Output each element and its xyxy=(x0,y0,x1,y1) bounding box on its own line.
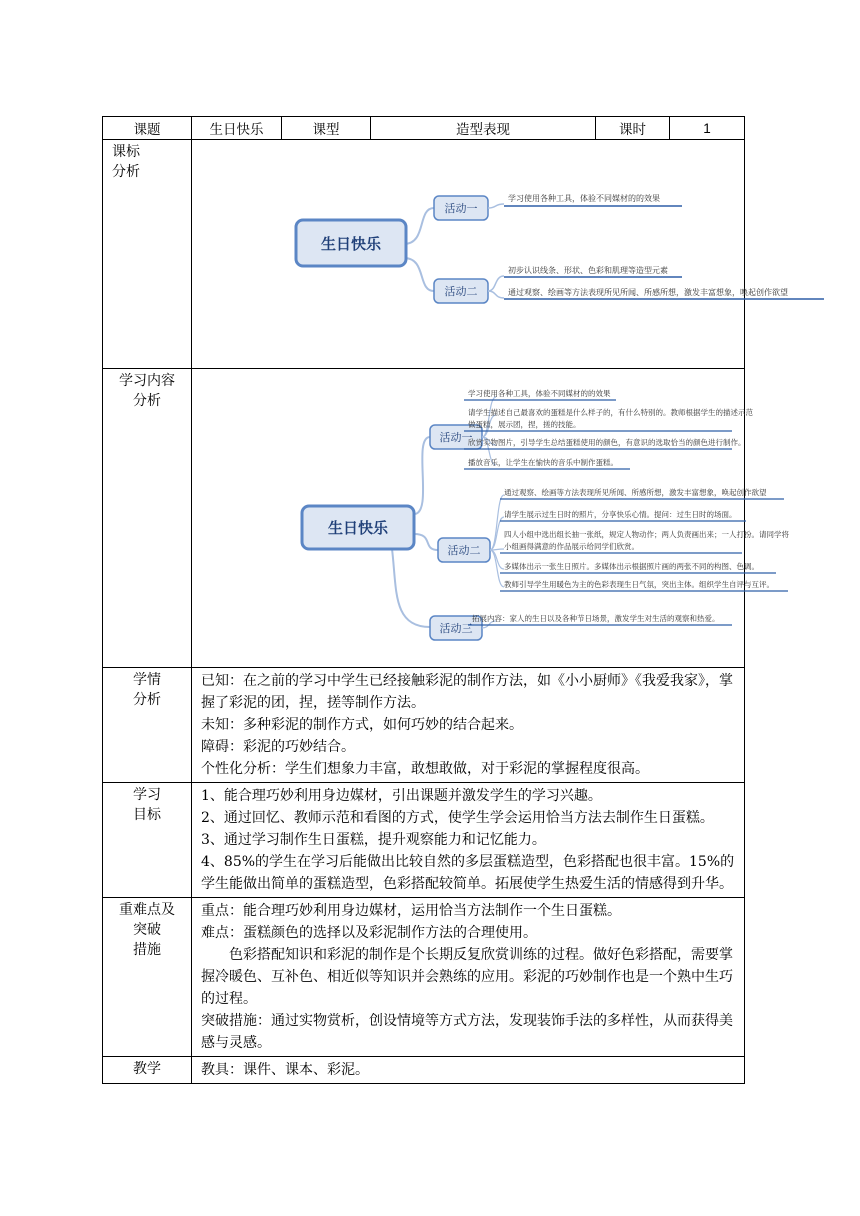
paragraph: 2、通过回忆、教师示范和看图的方式，使学生学会运用恰当方法去制作生日蛋糕。 xyxy=(201,810,714,826)
content-mindmap-cell xyxy=(192,369,789,668)
type-value: 造型表现 xyxy=(371,117,596,140)
branch-line xyxy=(392,549,430,627)
key-points-label: 重难点及 突破 措施 xyxy=(103,898,192,1057)
content-analysis-row xyxy=(103,369,745,668)
root-node-label: 生日快乐 xyxy=(327,520,389,537)
activity1-item: 学习使用各种工具，体验不同媒材的的效果 xyxy=(468,389,611,398)
learner-analysis-content xyxy=(192,668,745,783)
paragraph: 4、85%的学生在学习后能做出比较自然的多层蛋糕造型，色彩搭配也很丰富。15%的学生能做出简单的蛋糕造型，色彩搭配较简单。拓展使学生热爱生活的情感得到升华。 xyxy=(201,854,735,892)
paragraph: 难点：蛋糕颜色的选择以及彩泥制作方法的合理使用。 xyxy=(201,925,537,941)
activity1-item: 请学生描述自己最喜欢的蛋糕是什么样子的，有什么特别的。教师根据学生的描述示范 xyxy=(468,408,753,417)
root-node-label: 生日快乐 xyxy=(320,236,382,253)
activity1-label: 活动一 xyxy=(439,432,473,444)
standards-mindmap-cell xyxy=(192,140,788,369)
paragraph: 重点：能合理巧妙利用身边媒材，运用恰当方法制作一个生日蛋糕。 xyxy=(201,903,621,919)
activity2-item: 多媒体出示一张生日照片。多媒体出示根据照片画的两张不同的构图、色调。 xyxy=(504,562,759,571)
objectives-content xyxy=(192,783,745,898)
activity1-item: 做蛋糕，展示团，捏，搓的技能。 xyxy=(468,420,581,429)
paragraph: 3、通过学习制作生日蛋糕，提升观察能力和记忆能力。 xyxy=(201,832,546,848)
branch-line xyxy=(414,534,438,550)
paragraph: 已知：在之前的学习中学生已经接触彩泥的制作方法，如《小小厨师》《我爱我家》，掌握了彩泥的团，捏，搓等制作方法。 xyxy=(201,673,733,711)
hours-label: 课时 xyxy=(596,117,670,140)
lesson-plan-table xyxy=(102,116,789,1084)
branch-line xyxy=(404,208,434,244)
activity3-label: 活动三 xyxy=(439,623,473,635)
activity2-item: 小组画得满意的作品展示给同学们欣赏。 xyxy=(504,542,639,551)
standards-label: 课标 分析 xyxy=(103,140,192,369)
branch-line xyxy=(488,204,504,208)
header-row xyxy=(103,117,745,140)
topic-value: 生日快乐 xyxy=(192,117,282,140)
content-analysis-label: 学习内容 分析 xyxy=(103,369,192,668)
activity2-item: 四人小组中选出组长抽一张纸，规定人物动作；两人负责画出来；一人打扮。请同学将 xyxy=(504,530,789,539)
key-points-row xyxy=(103,898,745,1057)
teaching-content: 教具：课件、课本、彩泥。 xyxy=(192,1057,745,1084)
paragraph: 1、能合理巧妙利用身边媒材，引出课题并激发学生的学习兴趣。 xyxy=(201,788,602,804)
teaching-label: 教学 xyxy=(103,1057,192,1084)
content-mindmap xyxy=(192,369,789,663)
activity3-item: 拓展内容：家人的生日以及各种节日场景，激发学生对生活的观察和热爱。 xyxy=(472,614,720,623)
hours-value: 1 xyxy=(670,117,745,140)
paragraph: 突破措施：通过实物赏析，创设情境等方式方法，发现装饰手法的多样性，从而获得美感与灵感。 xyxy=(201,1013,733,1051)
key-points-content xyxy=(192,898,745,1057)
paragraph: 个性化分析：学生们想象力丰富，敢想敢做，对于彩泥的掌握程度很高。 xyxy=(201,761,649,777)
learner-analysis-label: 学情 分析 xyxy=(103,668,192,783)
branch-line xyxy=(404,258,434,291)
activity1-item: 欣赏实物图片，引导学生总结蛋糕使用的颜色，有意识的选取恰当的颜色进行制作。 xyxy=(468,438,746,447)
branch-line xyxy=(488,276,504,291)
paragraph: 未知：多种彩泥的制作方式，如何巧妙的结合起来。 xyxy=(201,717,523,733)
branch-line xyxy=(488,291,504,298)
activity2-item: 通过观察、绘画等方法表现所见所闻、所感所想，激发丰富想象，唤起创作欲望 xyxy=(508,288,788,297)
activity2-item: 请学生展示过生日时的照片，分享快乐心情。提问：过生日时的场面。 xyxy=(504,510,737,519)
activity2-item: 初步认识线条、形状、色彩和肌理等造型元素 xyxy=(508,266,668,275)
paragraph: 障碍：彩泥的巧妙结合。 xyxy=(201,739,355,755)
branch-line xyxy=(414,437,430,514)
standards-mindmap xyxy=(192,140,788,364)
objectives-row xyxy=(103,783,745,898)
teaching-row xyxy=(103,1057,745,1084)
activity2-label: 活动二 xyxy=(444,286,478,298)
objectives-label: 学习 目标 xyxy=(103,783,192,898)
activity1-item: 播放音乐，让学生在愉快的音乐中制作蛋糕。 xyxy=(468,458,618,467)
activity2-item: 通过观察、绘画等方法表现所见所闻、所感所想，激发丰富想象，唤起创作欲望 xyxy=(504,488,767,497)
activity2-item: 教师引导学生用暖色为主的色彩表现生日气氛，突出主体。组织学生自评与互评。 xyxy=(504,580,774,589)
paragraph: 色彩搭配知识和彩泥的制作是个长期反复欣赏训练的过程。做好色彩搭配，需要掌握冷暖色、互补色、相近似等知识并会熟练的应用。彩泥的巧妙制作也是一个熟中生巧的过程。 xyxy=(201,947,733,1007)
activity2-label: 活动二 xyxy=(447,545,481,557)
standards-row xyxy=(103,140,745,369)
activity1-item: 学习使用各种工具，体验不同媒材的的效果 xyxy=(508,194,660,203)
type-label: 课型 xyxy=(282,117,371,140)
activity1-label: 活动一 xyxy=(444,203,478,215)
learner-analysis-row xyxy=(103,668,745,783)
topic-label: 课题 xyxy=(103,117,192,140)
